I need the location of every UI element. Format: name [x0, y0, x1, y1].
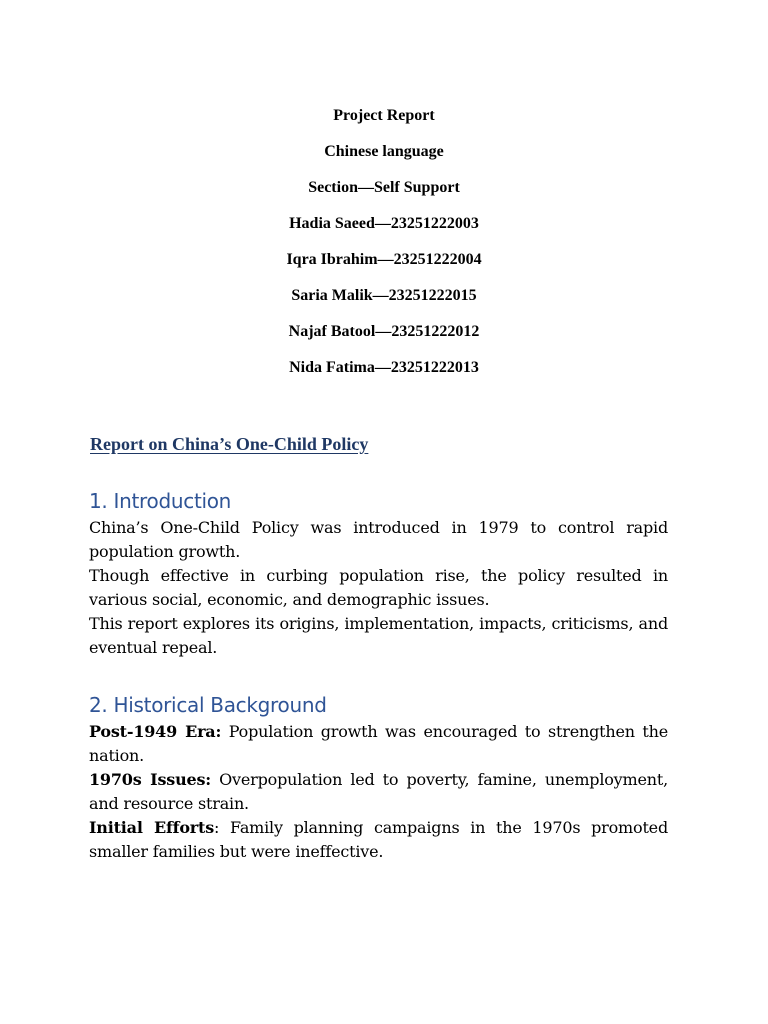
- introduction-paragraph: Though effective in curbing population rise, the policy resulted in various social, economic, and demographic issues.: [89, 566, 668, 609]
- background-item-text: : Family planning campaigns in the 1970s promoted smaller families but were ineffective.: [89, 818, 668, 861]
- background-item-label: 1970s Issues:: [89, 770, 211, 789]
- introduction-paragraph: This report explores its origins, implementation, impacts, criticisms, and eventual repeal.: [89, 614, 668, 657]
- background-item-text: Population growth was encouraged to strengthen the nation.: [89, 722, 668, 765]
- background-item-label: Post-1949 Era:: [89, 722, 222, 741]
- cover-member: Nida Fatima—23251222013: [289, 359, 479, 376]
- background-item: [89, 816, 668, 864]
- cover-block: [0, 103, 768, 391]
- report-title: Report on China’s One-Child Policy: [90, 434, 369, 454]
- background-item-label: Initial Efforts: [89, 818, 215, 837]
- cover-member: Najaf Batool—23251222012: [288, 323, 480, 340]
- cover-member: Iqra Ibrahim—23251222004: [286, 251, 482, 268]
- introduction-heading: 1. Introduction: [89, 489, 232, 513]
- cover-title: Project Report: [333, 107, 435, 124]
- background-item-text: Overpopulation led to poverty, famine, unemployment, and resource strain.: [89, 770, 668, 813]
- background-section: [89, 690, 668, 864]
- introduction-section: [89, 486, 668, 660]
- cover-member: Saria Malik—23251222015: [291, 287, 477, 304]
- background-heading: 2. Historical Background: [89, 693, 327, 717]
- background-item: [89, 720, 668, 768]
- cover-section: Section—Self Support: [308, 179, 460, 196]
- introduction-paragraph: China’s One-Child Policy was introduced in 1979 to control rapid population growth.: [89, 518, 668, 561]
- cover-subject: Chinese language: [324, 143, 444, 160]
- cover-member: Hadia Saeed—23251222003: [289, 215, 479, 232]
- background-item: [89, 768, 668, 816]
